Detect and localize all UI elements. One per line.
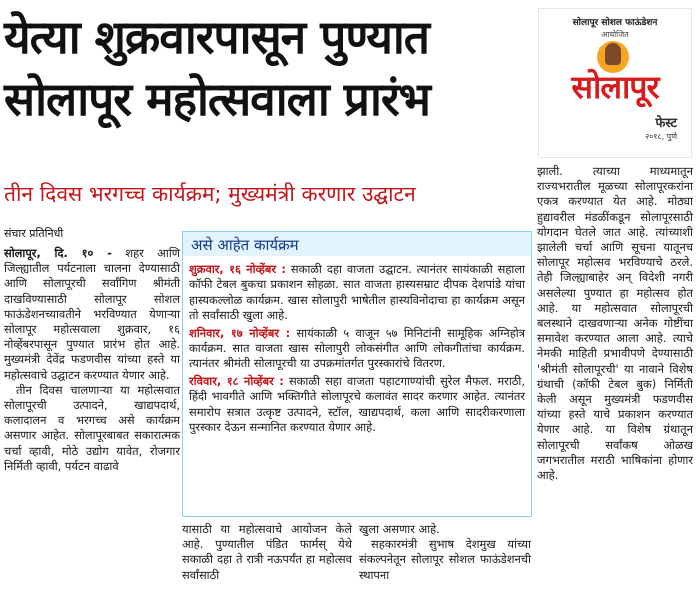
article-headline: [4, 6, 532, 130]
schedule-box: [182, 231, 532, 517]
schedule-day-label: शुक्रवार, १६ नोव्हेंबर :: [189, 262, 286, 276]
logo-title: सोलापूर: [571, 68, 659, 106]
article-column-bottom-1: यासाठी या महोत्सवाचे आयोजन केले आहे. पुण्यातील पंडित फार्मस् येथे सकाळी दहा ते रात्री नऊपर्यंत हा महोत्सव सर्वांसाठी: [182, 522, 352, 582]
schedule-box-body: [183, 256, 531, 435]
article-column-right: झाली. त्याच्या माध्यमातून राज्यभरातील मूळच्या सोलापूरकरांना एकत्र करण्यात येत आहे. मोठ्या हुद्यावरील मंडळींकडून सोलापूरसाठी योगदान घेतले जात आहे. त्यांच्याशी झालेली चर्चा आणि सूचना यातूनच सोलापूर महोत्सव भरविण्याचे ठरले. तेही जिल्ह्याबाहेर अन् विदेशी नगरी असलेल्या पुण्यात हा महोत्सव होत आहे. या महोत्सवात सोलापूरची बलस्थाने दाखवणाऱ्या अनेक गोष्टींचा समावेश करण्यात आला आहे. त्याचे नेमकी माहिती प्रभावीपणे देण्यासाठी 'श्रीमंती सोलापूरची' या नावाने विशेष ग्रंथाची (कॉफी टेबल बुक) निर्मिती केली असून मुख्यमंत्री फडणवीस यांच्या हस्ते याचे प्रकाशन करण्यात येणार आहे. या विशेष ग्रंथातून सोलापूरची सर्वांकष ओळख जगभरातील मराठी भाषिकांना होणार आहे.: [537, 164, 693, 483]
paragraph-1: [4, 246, 180, 383]
article-column-bottom-2: [359, 522, 531, 583]
logo-year: २०१८, पुणे: [644, 132, 677, 141]
schedule-day-label: रविवार, १८ नोव्हेंबर :: [189, 373, 284, 388]
paragraph-2: तीन दिवस चालणाऱ्या या महोत्सवात सोलापूरची उत्पादने, खाद्यपदार्थ, कलादालन व भरगच्च असे कार्यक्रम असणार आहेत. सोलापूरबाबत सकारात्मक चर्चा व्हावी, मोठे उद्योग यावेत, रोजगार निर्मिती व्हावी, पर्यटन वाढावे: [4, 382, 180, 473]
schedule-item: [189, 326, 525, 372]
logo-organizer: सोलापूर सोशल फाऊंडेशन: [572, 18, 658, 28]
paragraph-end: खुला असणार आहे.: [359, 522, 440, 536]
byline: संचार प्रतिनिधी: [4, 227, 64, 240]
schedule-item: [189, 374, 525, 436]
headline-line-1: येत्या शुक्रवारपासून पुण्यात: [4, 10, 430, 64]
logo-fest-label: फेस्ट: [655, 116, 677, 131]
solapur-fest-logo: [538, 8, 692, 158]
schedule-day-label: शनिवार, १७ नोव्हेंबर :: [189, 325, 291, 340]
schedule-item: [189, 262, 525, 324]
logo-portrait-icon: [605, 43, 621, 65]
article-subhead: तीन दिवस भरगच्च कार्यक्रम; मुख्यमंत्री करणार उद्घाटन: [4, 182, 416, 206]
headline-line-2: सोलापूर महोत्सवाला प्रारंभ: [4, 72, 431, 126]
paragraph-1-text: शहर आणि जिल्ह्यातील पर्यटनाला चालना देण्यासाठी आणि सोलापूरची सर्वांगिण श्रीमंती दाखविण्यासाठी सोलापूर सोशल फाऊंडेशनच्यावतीने भरविण्यात येणाऱ्या सोलापूर महोत्सवाला शुक्रवार, १६ नोव्हेंबरपासून पुण्यात प्रारंभ होत आहे. मुख्यमंत्री देवेंद्र फडणवीस यांच्या हस्ते या महोत्सवाचे उद्घाटन करण्यात येणार आहे.: [4, 246, 180, 382]
dateline: सोलापूर, दि. १० -: [4, 246, 112, 260]
article-column-left: [4, 246, 180, 474]
schedule-box-title: असे आहेत कार्यक्रम: [183, 232, 531, 256]
logo-organizer-caption: आयोजित: [601, 30, 629, 39]
paragraph-3: सहकारमंत्री सुभाष देशमुख यांच्या संकल्पनेतून सोलापूर सोशल फाऊंडेशनची स्थापना: [359, 537, 531, 582]
schedule-text: सकाळी सहा वाजता पहाटगाण्यांची सुरेल मैफल. मराठी, हिंदी भावगीते आणि भक्तिगीते सोलापूरचे कलावंत सादर करणार आहेत. त्यानंतर समारोप सत्रात उत्कृष्ट उत्पादने, स्टॉल, खाद्यपदार्थ, कला आणि सादरीकरणाला पुरस्कार देऊन सन्मानित करण्यात येणार आहे.: [189, 373, 525, 435]
schedule-text: सायंकाळी ५ वाजून ५७ मिनिटांनी सामूहिक अग्निहोत्र कार्यक्रम. सात वाजता खास सोलापुरी लोकसंगीत आणि लोकगीतांचा कार्यक्रम. त्यानंतर श्रीमंती सोलापूरची या उपक्रमांतर्गत पुरस्कारांचे वितरण.: [189, 325, 525, 371]
schedule-text: सकाळी दहा वाजता उद्घाटन. त्यानंतर सायंकाळी सहाला कॉफी टेबल बुकचा प्रकाशन सोहळा. सात वाजता हास्यसम्राट दीपक देशपांडे यांचा हास्यकल्लोळ कार्यक्रम. खास सोलापुरी भाषेतील हास्यविनोदाचा हा कार्यक्रम असून तो सर्वांसाठी खुला आहे.: [189, 262, 525, 323]
